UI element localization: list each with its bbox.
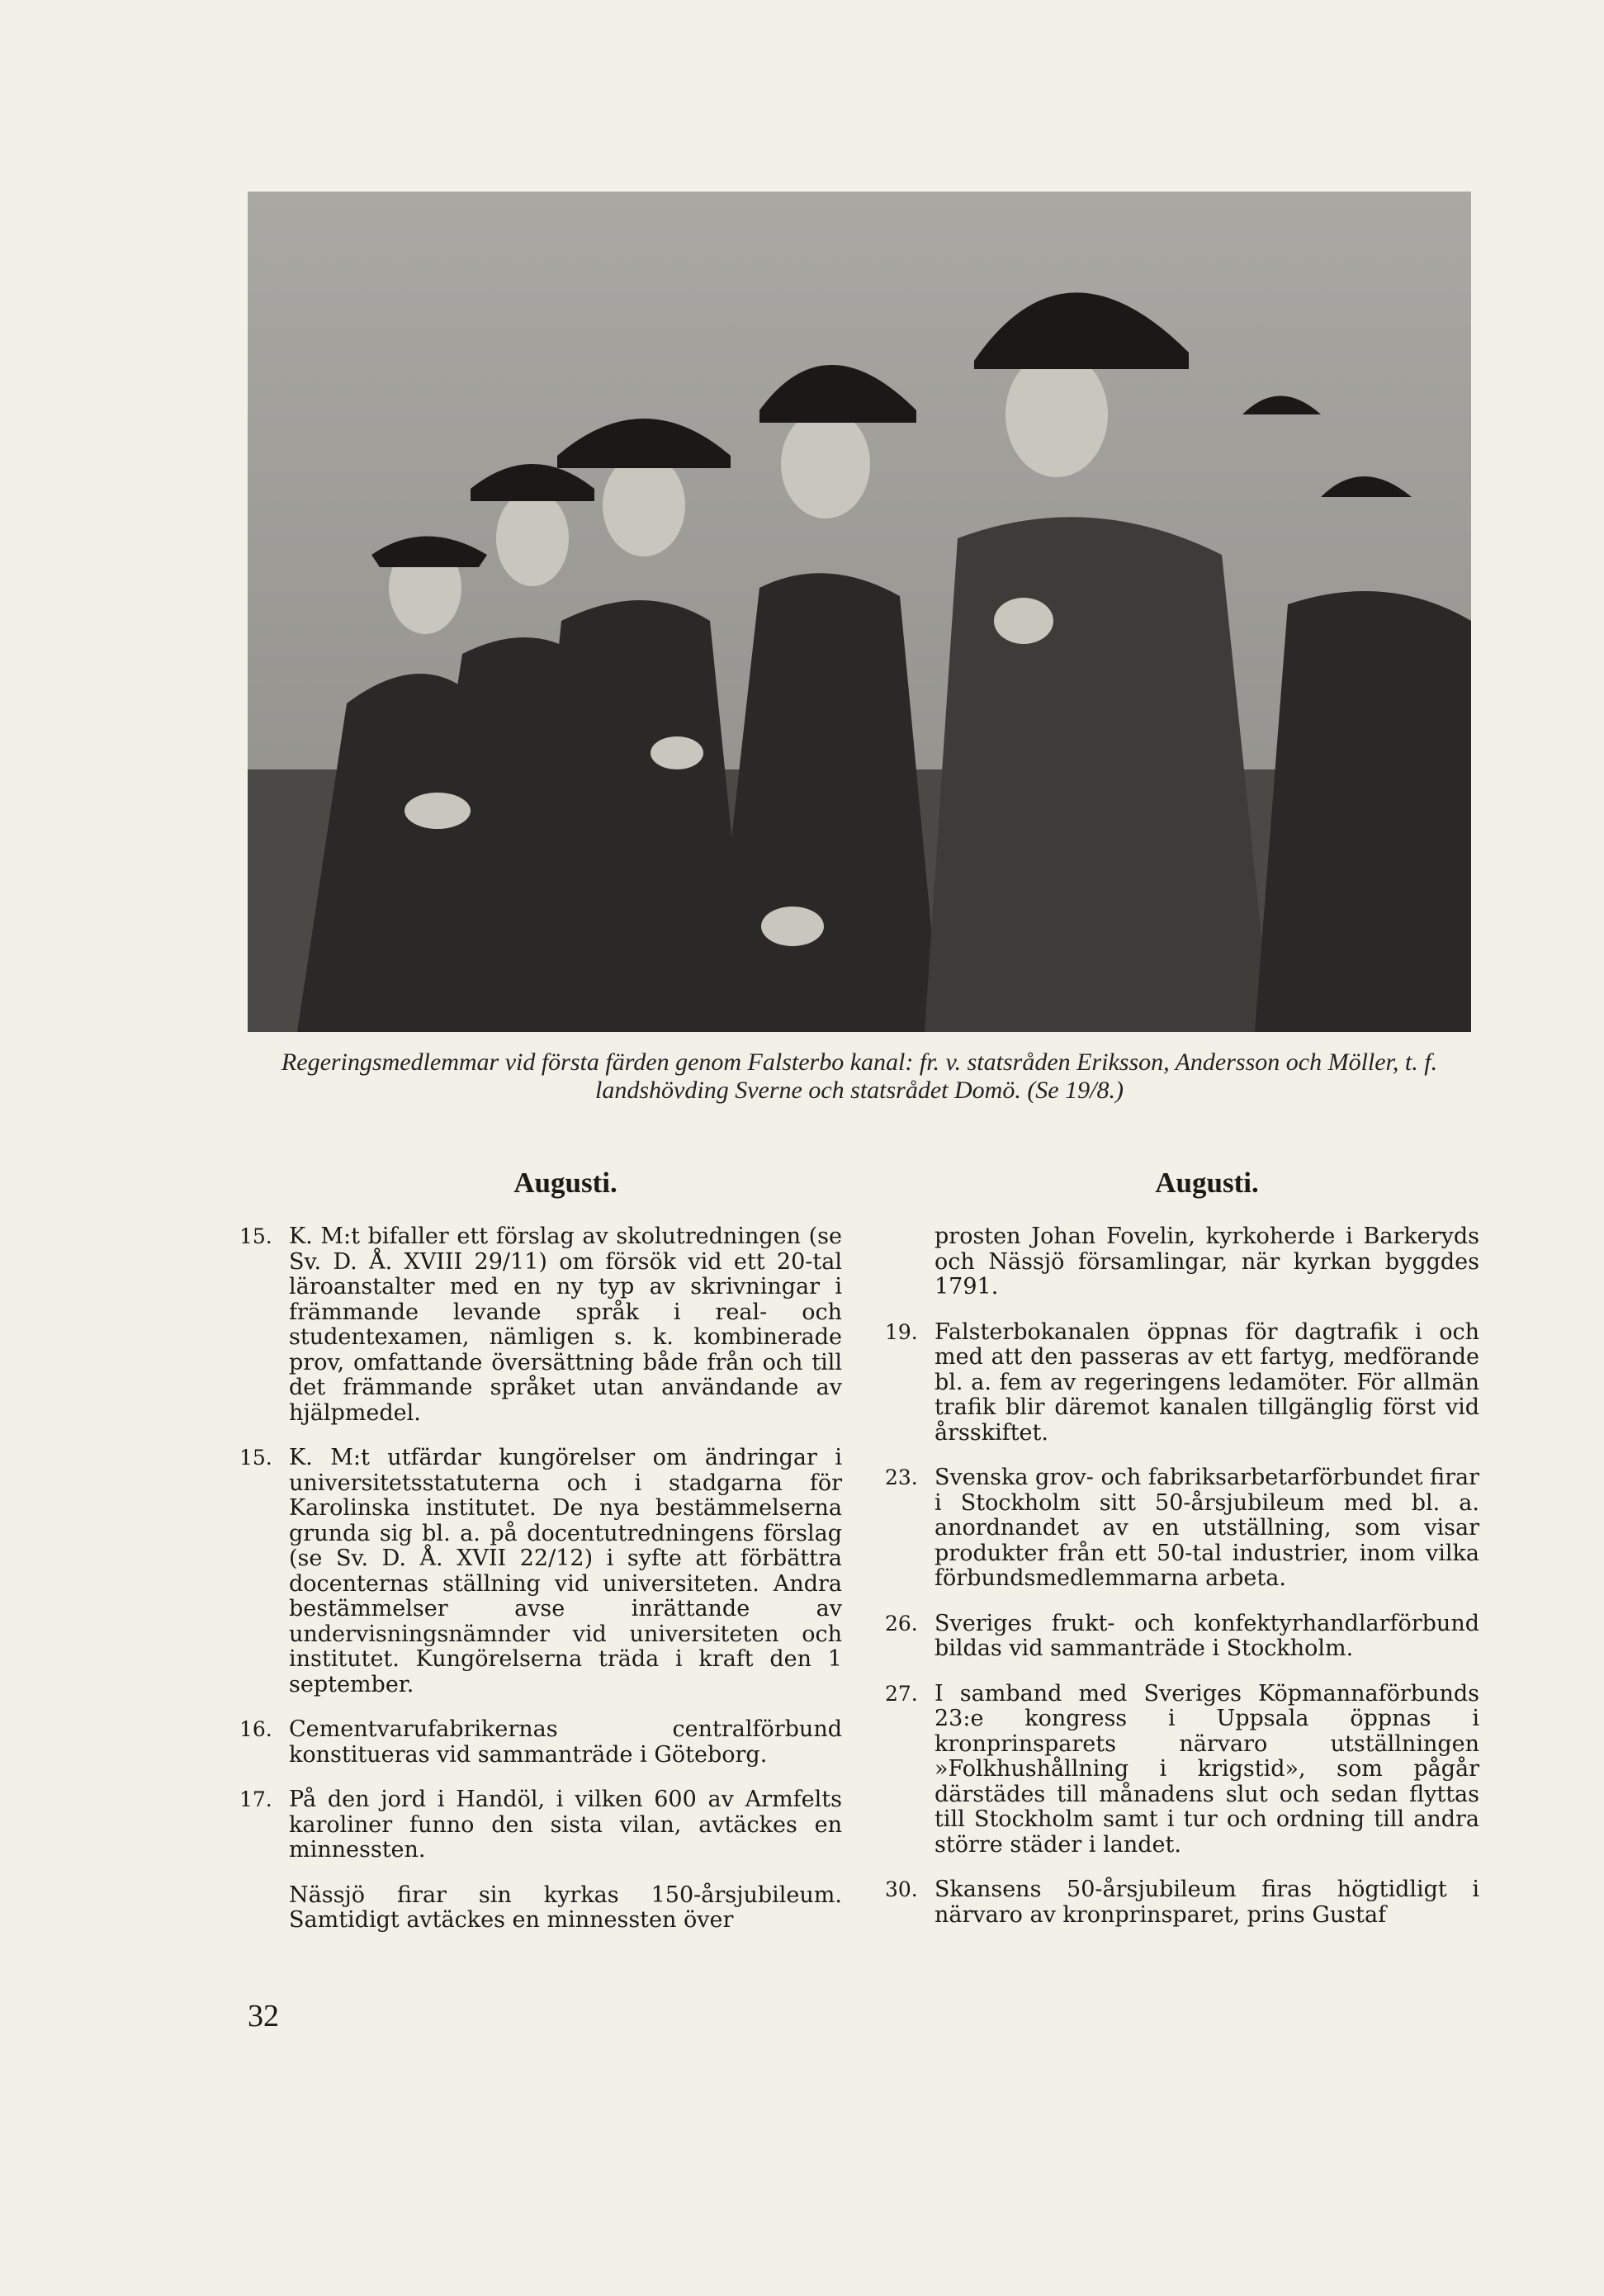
page-number: 32 xyxy=(248,1999,279,2033)
men-in-hats-image xyxy=(248,192,1471,1032)
entry-text: K. M:t utfärdar kungörelser om ändringar i universitetsstatuterna och i stadgarna för Karolinska institutet. De nya bestämmelserna grunda sig bl. a. på docentutredningens förslag (se Sv. D. Å. XVII 22/12) i syfte att förbättra docenternas ställning vid universiteten. Andra bestämmelser avse inrättande av undervisningsnämnder vid universiteten och institutet. Kungörelserna träda i kraft den 1 september. xyxy=(289,1445,842,1697)
photo-caption: Regeringsmedlemmar vid första färden genom Falsterbo kanal: fr. v. statsråden Eriksson, Andersson och Möller, t. f. landshövding Sverne och statsrådet Domö. (Se 19/8.) xyxy=(281,1049,1438,1104)
entry-date: 19. xyxy=(885,1319,918,1344)
entry-text: Svenska grov- och fabriksarbetarförbundet firar i Stockholm sitt 50-årsjubileum med bl. a. anordnandet av en utställning, som visar produkter från ett 50-tal industrier, inom vilka förbundsmedlemmarna arbeta. xyxy=(934,1465,1479,1591)
list-item xyxy=(885,1224,1479,1300)
list-item xyxy=(239,1883,842,1934)
list-item xyxy=(239,1446,842,1697)
entry-date: 16. xyxy=(239,1717,272,1741)
month-heading: Augusti. xyxy=(1155,1167,1259,1199)
entry-date: 15. xyxy=(239,1224,272,1248)
list-item xyxy=(239,1787,842,1863)
entry-date: 15. xyxy=(239,1446,272,1470)
list-item xyxy=(885,1320,1479,1446)
entry-date: 27. xyxy=(885,1681,918,1706)
entry-text: K. M:t bifaller ett förslag av skolutredningen (se Sv. D. Å. XVIII 29/11) om försök vid ett 20-tal läroanstalter med en ny typ av skrivningar i främmande levande språk i real- och studentexamen, nämligen s. k. kombinerade prov, omfattande översättning både från och till det främmande språket utan användande av hjälpmedel. xyxy=(289,1224,842,1426)
entry-continuation: Nässjö firar sin kyrkas 150-årsjubileum. Samtidigt avtäckes en minnessten över xyxy=(289,1882,842,1933)
entry-continuation: prosten Johan Fovelin, kyrkoherde i Barkeryds och Nässjö församlingar, när kyrkan byggdes 1791. xyxy=(934,1224,1479,1299)
list-item xyxy=(885,1682,1479,1858)
list-item xyxy=(885,1465,1479,1592)
entry-text: Cementvarufabrikernas centralförbund konstitueras vid sammanträde i Göteborg. xyxy=(289,1716,842,1768)
left-column xyxy=(239,1167,842,1953)
list-item xyxy=(239,1224,842,1426)
photograph xyxy=(248,192,1471,1032)
list-item xyxy=(239,1717,842,1768)
list-item xyxy=(885,1612,1479,1662)
entry-text: I samband med Sveriges Köpmannaförbunds 23:e kongress i Uppsala öppnas i kronprinsparets närvaro utställningen »Folkhushållning i krigstid», som pågår därstädes till månadens slut och sedan flyttas till Stockholm samt i tur och ordning till andra större städer i landet. xyxy=(934,1680,1479,1858)
entry-date: 23. xyxy=(885,1465,918,1489)
entry-date: 26. xyxy=(885,1611,918,1636)
entry-date: 17. xyxy=(239,1787,272,1811)
entry-text: Sveriges frukt- och konfektyrhandlarförbund bildas vid sammanträde i Stockholm. xyxy=(934,1610,1479,1661)
entry-text: På den jord i Handöl, i vilken 600 av Armfelts karoliner funno den sista vilan, avtäckes en minnessten. xyxy=(289,1787,842,1863)
entry-date: 30. xyxy=(885,1877,918,1901)
list-item xyxy=(885,1877,1479,1928)
entry-text: Skansens 50-årsjubileum firas högtidligt i närvaro av kronprinsparet, prins Gustaf xyxy=(934,1877,1479,1928)
month-heading: Augusti. xyxy=(513,1167,617,1199)
right-column xyxy=(885,1167,1479,1948)
entry-text: Falsterbokanalen öppnas för dagtrafik i och med att den passeras av ett fartyg, medförande bl. a. fem av regeringens ledamöter. För allmän trafik blir däremot kanalen tillgänglig först vid årsskiftet. xyxy=(934,1318,1479,1446)
